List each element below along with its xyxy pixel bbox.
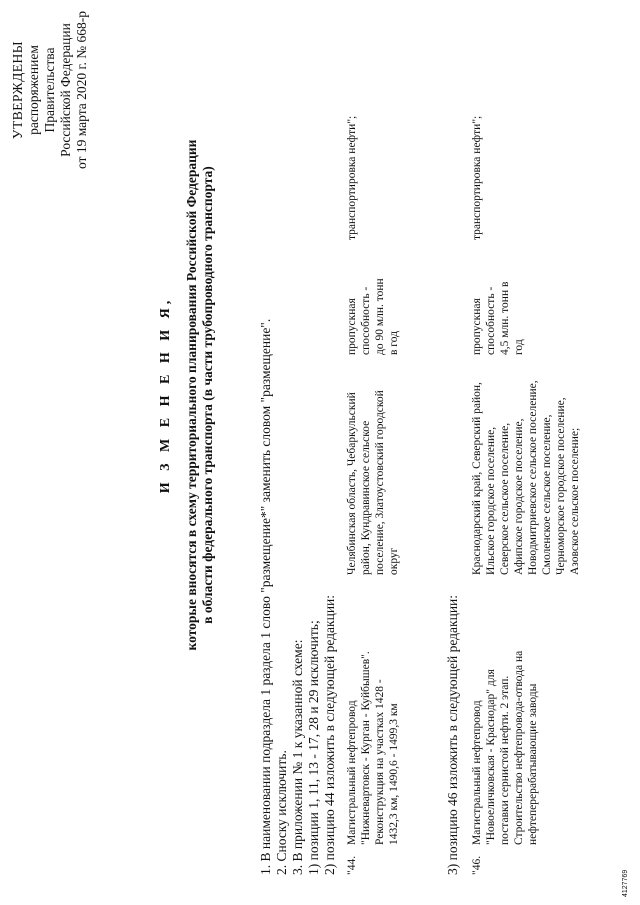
item-3-2: 2) позицию 44 изложить в следующей редакции: (322, 594, 337, 875)
title-heading: И З М Е Н Е Н И Я, (158, 296, 173, 494)
document-title (158, 35, 216, 755)
row-object-name: Магистральный нефтепровод "Нижневартовск - Курган - Куйбышев". Реконструкция на участках 1428 - 1432,3 км, 1490,6 - 1499,3 км (346, 651, 400, 845)
row-location: Челябинская область, Чебаркульский район, Кундравинское сельское поселение, Златоустовский городской округ (346, 390, 400, 575)
footer-code: 4127769 (622, 869, 629, 897)
row-location: Краснодарский край, Северский район, Ильское городское поселение, Северское сельское поселение, Афипское городское поселение, Новодмитриевское сельское поселение, Смоленское сельское поселение, Черноморское городское поселение, Азовское сельское поселение; (471, 380, 581, 575)
item-1: 1. В наименовании подраздела 1 раздела 1 слово "размещение*" заменить словом "размещение". (258, 318, 273, 875)
item-3-1: 1) позиции 1, 11, 13 - 17, 28 и 29 исключить; (306, 620, 321, 875)
row-purpose: транспортировка нефти"; (346, 115, 358, 240)
title-subtitle-line2: в области федерального транспорта (в части трубопроводного транспорта) (200, 166, 215, 624)
table-row (470, 25, 610, 875)
row-purpose: транспортировка нефти"; (471, 115, 483, 240)
approved-heading: УТВЕРЖДЕНЫ (10, 40, 25, 140)
row-capacity: пропускная способность - до 90 млн. тонн в год (346, 278, 400, 355)
row-number: "46. (471, 855, 483, 875)
approved-authority: распоряжением Правительства (26, 45, 57, 135)
row-capacity: пропускная способность - 4,5 млн. тонн в год (471, 281, 525, 355)
approved-date-number: от 19 марта 2020 г. № 668-р (74, 10, 89, 170)
table-row (345, 25, 445, 875)
item-3-3: 3) позицию 46 изложить в следующей редакции: (445, 594, 460, 875)
item-3: 3. В приложении № 1 к указанной схеме: (290, 639, 305, 875)
approved-country: Российской Федерации (58, 23, 73, 157)
title-subtitle-line1: которые вносятся в схему территориального планирования Российской Федерации (184, 139, 199, 651)
approval-stamp (10, 5, 90, 175)
row-object-name: Магистральный нефтепровод "Новоеличковская - Краснодар" для поставки сернистой нефти. 2 этап. Строительство нефтепровода-отвода на нефтеперерабатывающие заводы (471, 650, 539, 845)
row-number: "44. (346, 855, 358, 875)
document-body (258, 85, 338, 875)
item-2: 2. Сноску исключить. (274, 750, 289, 875)
